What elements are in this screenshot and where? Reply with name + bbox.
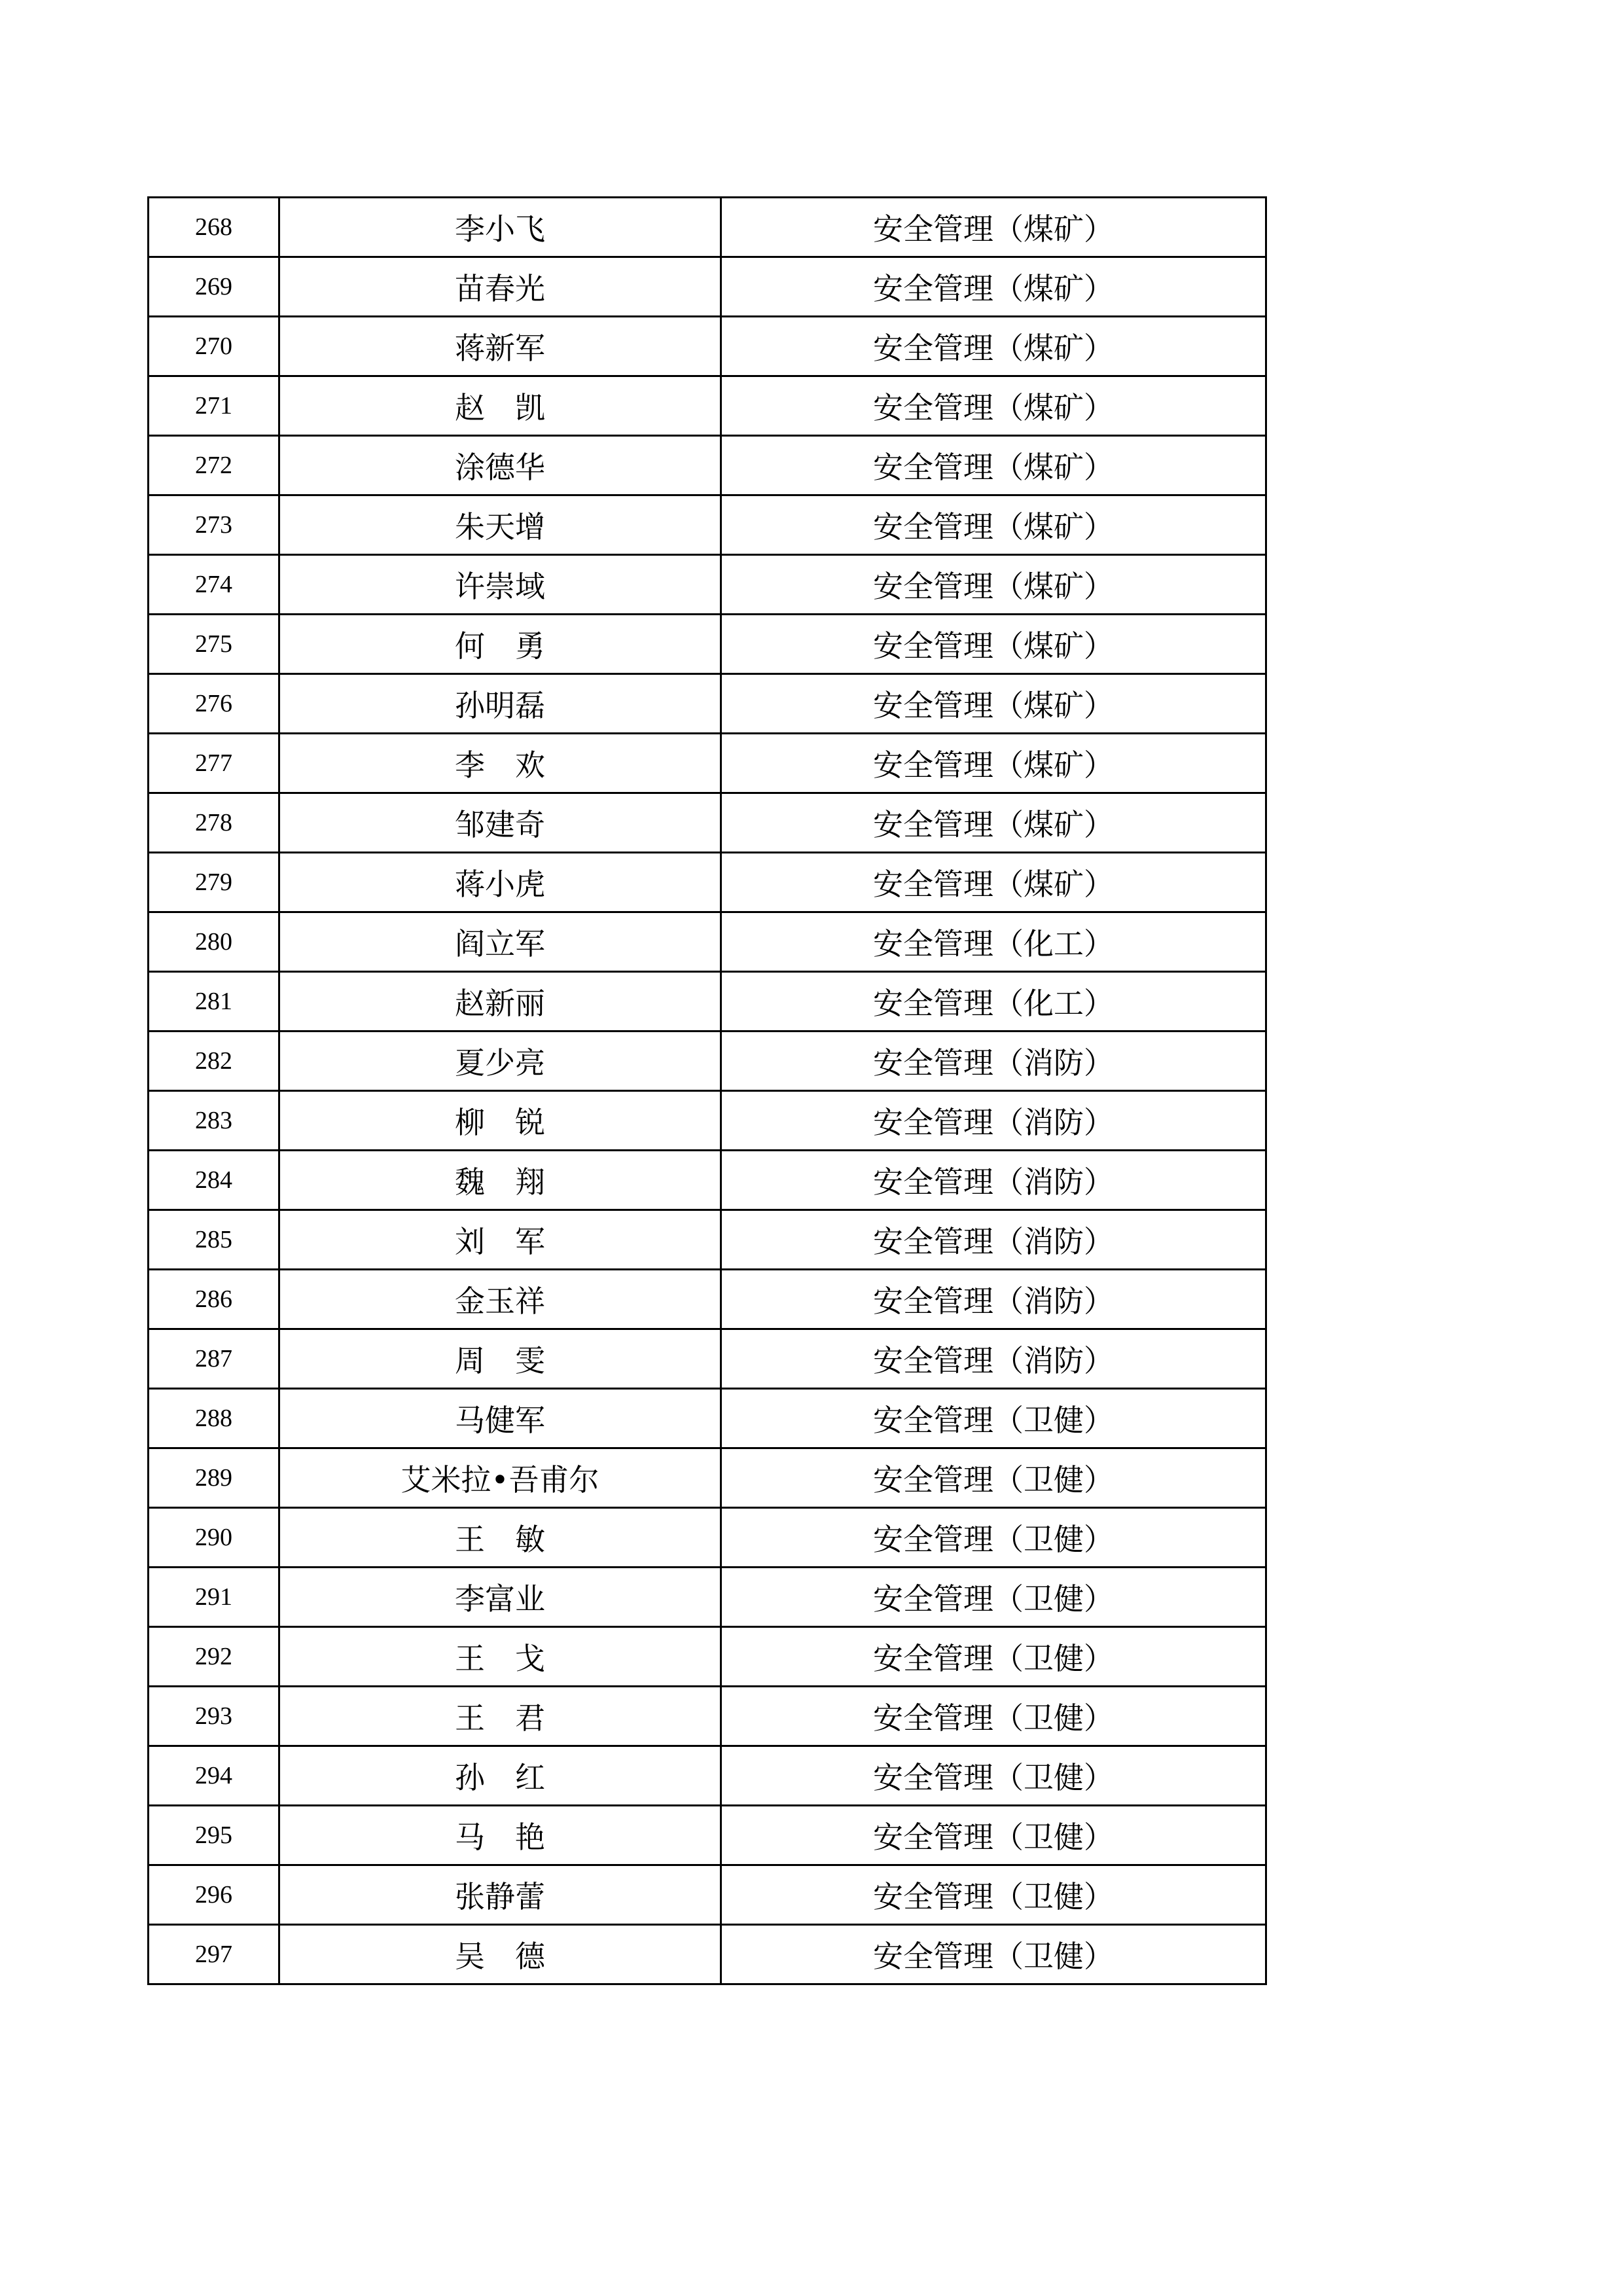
certification-category: 安全管理（卫健） <box>721 1687 1266 1746</box>
table-row <box>149 1508 1266 1568</box>
certification-category: 安全管理（消防） <box>721 1270 1266 1329</box>
table-row <box>149 1091 1266 1151</box>
table-row <box>149 1210 1266 1270</box>
certification-category: 安全管理（煤矿） <box>721 853 1266 912</box>
table-row <box>149 1746 1266 1806</box>
row-number: 272 <box>149 436 279 495</box>
person-name: 李小飞 <box>279 198 721 257</box>
table-row <box>149 1865 1266 1925</box>
row-number: 268 <box>149 198 279 257</box>
person-name: 马健军 <box>279 1389 721 1448</box>
person-name: 魏 翔 <box>279 1151 721 1210</box>
row-number: 296 <box>149 1865 279 1925</box>
person-name: 周 雯 <box>279 1329 721 1389</box>
table-row <box>149 1270 1266 1329</box>
table-row <box>149 1389 1266 1448</box>
table-row <box>149 615 1266 674</box>
certification-category: 安全管理（卫健） <box>721 1925 1266 1984</box>
row-number: 271 <box>149 376 279 436</box>
table-row <box>149 1925 1266 1984</box>
person-name: 孙 红 <box>279 1746 721 1806</box>
certification-category: 安全管理（煤矿） <box>721 198 1266 257</box>
certification-category: 安全管理（消防） <box>721 1091 1266 1151</box>
row-number: 286 <box>149 1270 279 1329</box>
person-name: 涂德华 <box>279 436 721 495</box>
certification-category: 安全管理（卫健） <box>721 1389 1266 1448</box>
person-name: 苗春光 <box>279 257 721 317</box>
certification-category: 安全管理（化工） <box>721 972 1266 1031</box>
person-name: 柳 锐 <box>279 1091 721 1151</box>
table-row <box>149 734 1266 793</box>
person-name: 阎立军 <box>279 912 721 972</box>
table-row <box>149 317 1266 376</box>
row-number: 287 <box>149 1329 279 1389</box>
person-name: 张静蕾 <box>279 1865 721 1925</box>
certification-category: 安全管理（卫健） <box>721 1627 1266 1687</box>
person-name: 蒋新军 <box>279 317 721 376</box>
table-row <box>149 1806 1266 1865</box>
person-name: 许崇域 <box>279 555 721 615</box>
roster-body <box>149 198 1266 1984</box>
table-row <box>149 853 1266 912</box>
certification-category: 安全管理（煤矿） <box>721 436 1266 495</box>
row-number: 294 <box>149 1746 279 1806</box>
certification-category: 安全管理（化工） <box>721 912 1266 972</box>
row-number: 285 <box>149 1210 279 1270</box>
person-name: 夏少亮 <box>279 1031 721 1091</box>
certification-category: 安全管理（卫健） <box>721 1508 1266 1568</box>
certification-category: 安全管理（卫健） <box>721 1568 1266 1627</box>
table-row <box>149 376 1266 436</box>
row-number: 295 <box>149 1806 279 1865</box>
table-row <box>149 436 1266 495</box>
row-number: 275 <box>149 615 279 674</box>
certification-category: 安全管理（卫健） <box>721 1865 1266 1925</box>
row-number: 284 <box>149 1151 279 1210</box>
person-name: 何 勇 <box>279 615 721 674</box>
row-number: 292 <box>149 1627 279 1687</box>
table-row <box>149 1329 1266 1389</box>
person-name: 邹建奇 <box>279 793 721 853</box>
certification-category: 安全管理（卫健） <box>721 1746 1266 1806</box>
table-row <box>149 198 1266 257</box>
certification-category: 安全管理（煤矿） <box>721 674 1266 734</box>
row-number: 290 <box>149 1508 279 1568</box>
certification-category: 安全管理（煤矿） <box>721 257 1266 317</box>
table-row <box>149 912 1266 972</box>
row-number: 279 <box>149 853 279 912</box>
certification-category: 安全管理（消防） <box>721 1329 1266 1389</box>
person-name: 赵 凯 <box>279 376 721 436</box>
person-name: 蒋小虎 <box>279 853 721 912</box>
certification-category: 安全管理（煤矿） <box>721 317 1266 376</box>
row-number: 273 <box>149 495 279 555</box>
table-row <box>149 257 1266 317</box>
row-number: 297 <box>149 1925 279 1984</box>
roster-table <box>147 196 1267 1985</box>
table-row <box>149 1151 1266 1210</box>
certification-category: 安全管理（消防） <box>721 1210 1266 1270</box>
row-number: 281 <box>149 972 279 1031</box>
certification-category: 安全管理（消防） <box>721 1031 1266 1091</box>
certification-category: 安全管理（煤矿） <box>721 734 1266 793</box>
row-number: 276 <box>149 674 279 734</box>
person-name: 金玉祥 <box>279 1270 721 1329</box>
row-number: 274 <box>149 555 279 615</box>
person-name: 李富业 <box>279 1568 721 1627</box>
person-name: 赵新丽 <box>279 972 721 1031</box>
row-number: 278 <box>149 793 279 853</box>
table-row <box>149 793 1266 853</box>
row-number: 277 <box>149 734 279 793</box>
person-name: 吴 德 <box>279 1925 721 1984</box>
certification-category: 安全管理（煤矿） <box>721 615 1266 674</box>
row-number: 269 <box>149 257 279 317</box>
certification-category: 安全管理（卫健） <box>721 1806 1266 1865</box>
person-name: 李 欢 <box>279 734 721 793</box>
person-name: 王 戈 <box>279 1627 721 1687</box>
table-row <box>149 972 1266 1031</box>
table-row <box>149 495 1266 555</box>
person-name: 王 君 <box>279 1687 721 1746</box>
table-row <box>149 1448 1266 1508</box>
person-name: 刘 军 <box>279 1210 721 1270</box>
person-name: 孙明磊 <box>279 674 721 734</box>
person-name: 马 艳 <box>279 1806 721 1865</box>
row-number: 293 <box>149 1687 279 1746</box>
certification-category: 安全管理（卫健） <box>721 1448 1266 1508</box>
row-number: 291 <box>149 1568 279 1627</box>
certification-category: 安全管理（煤矿） <box>721 495 1266 555</box>
table-row <box>149 555 1266 615</box>
row-number: 280 <box>149 912 279 972</box>
row-number: 289 <box>149 1448 279 1508</box>
person-name: 朱天增 <box>279 495 721 555</box>
certification-category: 安全管理（煤矿） <box>721 555 1266 615</box>
row-number: 283 <box>149 1091 279 1151</box>
table-row <box>149 1627 1266 1687</box>
person-name: 王 敏 <box>279 1508 721 1568</box>
table-row <box>149 1568 1266 1627</box>
table-row <box>149 674 1266 734</box>
row-number: 282 <box>149 1031 279 1091</box>
person-name: 艾米拉•吾甫尔 <box>279 1448 721 1508</box>
certification-category: 安全管理（煤矿） <box>721 376 1266 436</box>
row-number: 288 <box>149 1389 279 1448</box>
certification-category: 安全管理（消防） <box>721 1151 1266 1210</box>
table-row <box>149 1687 1266 1746</box>
certification-category: 安全管理（煤矿） <box>721 793 1266 853</box>
row-number: 270 <box>149 317 279 376</box>
table-row <box>149 1031 1266 1091</box>
